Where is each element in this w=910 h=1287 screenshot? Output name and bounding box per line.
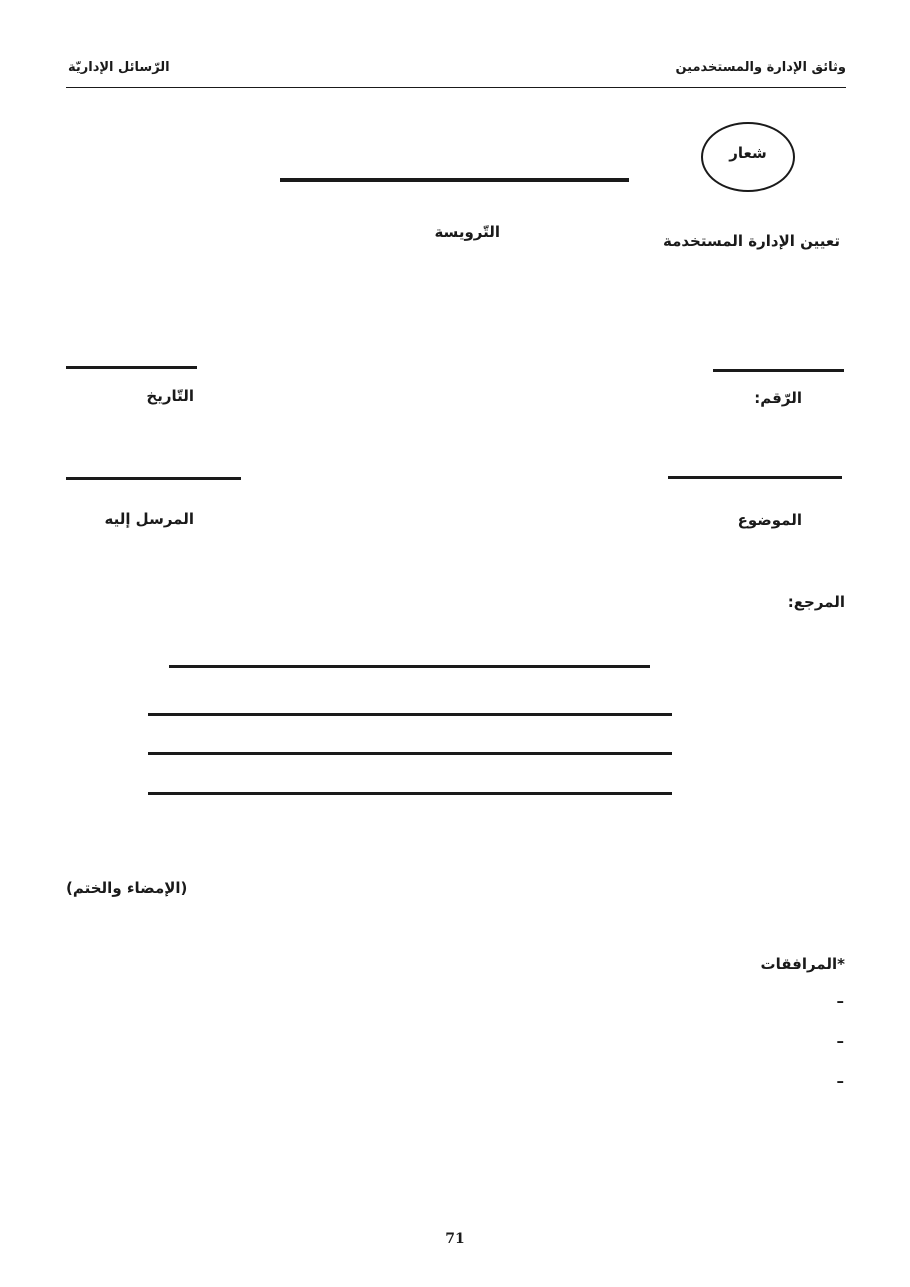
- number-label: الرّقم:: [754, 389, 802, 407]
- header-rule: [66, 87, 846, 88]
- body-line-4: [148, 792, 672, 795]
- logo-label: شعار: [729, 144, 767, 162]
- reference-label: المرجع:: [787, 593, 845, 611]
- subject-label: الموضوع: [737, 511, 802, 529]
- recipient-line: [66, 477, 241, 480]
- attachments-label: *المرافقات: [760, 955, 845, 973]
- recipient-label: المرسل إليه: [104, 510, 194, 528]
- body-line-3: [148, 752, 672, 755]
- admin-designation-label: تعيين الإدارة المستخدمة: [662, 232, 840, 250]
- body-line-1: [169, 665, 650, 668]
- page-number: 71: [445, 1231, 465, 1247]
- running-header-left: الرّسائل الإداريّة: [68, 60, 170, 75]
- number-line: [713, 369, 844, 372]
- letterhead-line: [280, 178, 629, 182]
- attachment-item: –: [836, 1032, 844, 1050]
- attachment-item: –: [836, 1072, 844, 1090]
- subject-line: [668, 476, 842, 479]
- letterhead-label: التّرويسة: [434, 223, 500, 241]
- date-label: التّاريخ: [146, 387, 194, 405]
- logo-placeholder: [701, 122, 795, 192]
- date-line: [66, 366, 197, 369]
- running-header-right: وثائق الإدارة والمستخدمين: [675, 60, 846, 75]
- signature-label: (الإمضاء والختم): [66, 879, 188, 897]
- body-line-2: [148, 713, 672, 716]
- attachment-item: –: [836, 992, 844, 1010]
